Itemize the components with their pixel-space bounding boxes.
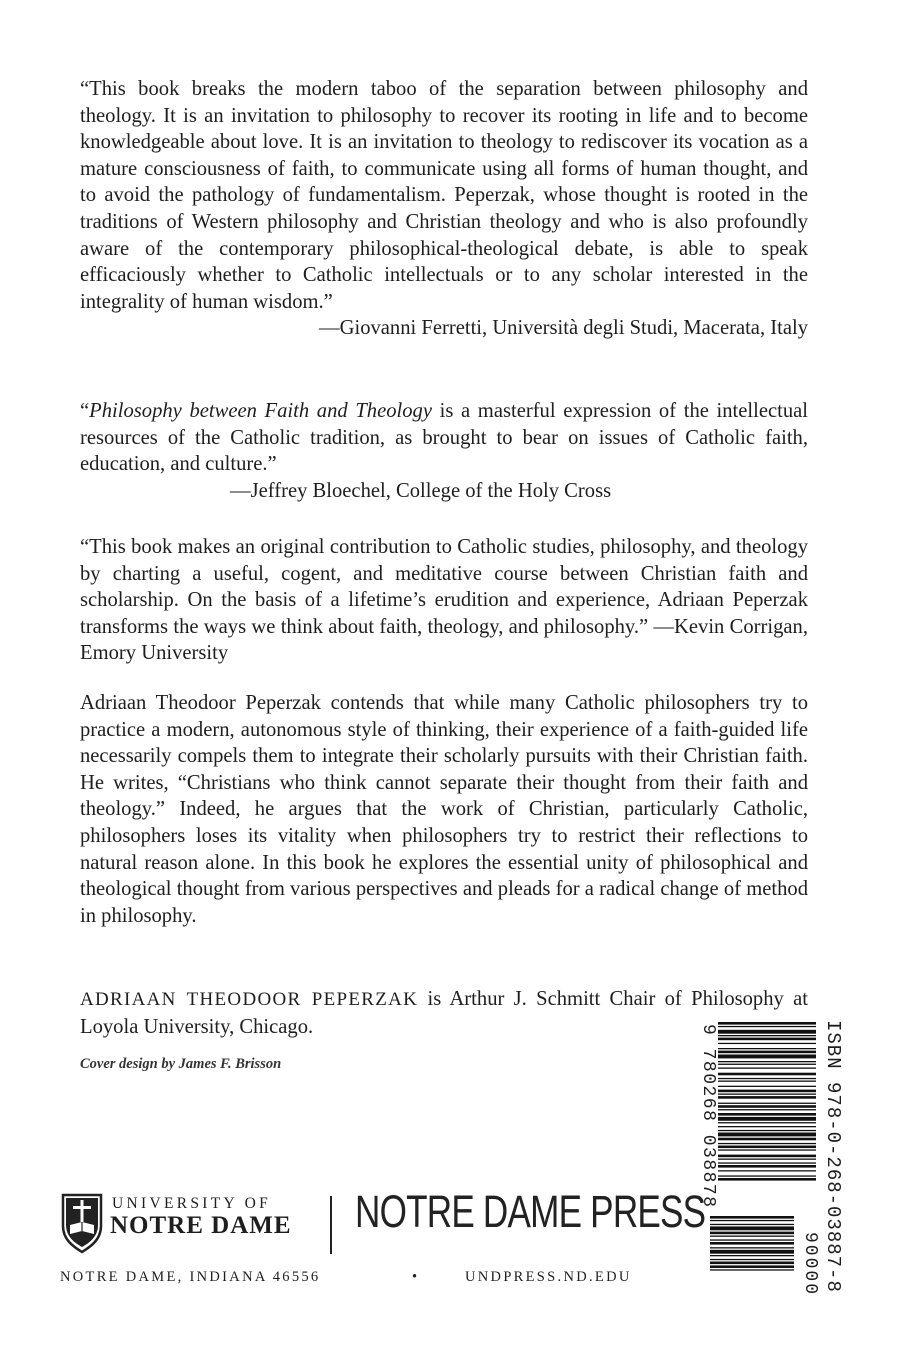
barcode-bar	[718, 1159, 816, 1160]
description-text: Adriaan Theodoor Peperzak contends that while many Catholic philosophers try to practice a modern, autonomous style of thinking, their experience of a faith-guided life necessarily compels them to integrate their scholarly pursuits with their Christian faith. He writes, “Christians who think cannot separate their thought from their faith and theology.” Indeed, he argues that the work of Christian, particularly Catholic, philosophers loses its vitality when philosophers try to restrict their reflections to natural reason alone. In this book he explores the essential unity of philosophical and theological thought from various perspectives and pleads for a radical change of method in philosophy.	[80, 692, 808, 927]
bio-body: is Arthur J. Schmitt Chair of Philosophy at Loyola University, Chicago.	[80, 988, 809, 1038]
barcode-bar	[718, 1096, 816, 1099]
barcode-bar	[718, 1061, 816, 1062]
barcode-bar	[718, 1133, 816, 1137]
university-of-label: UNIVERSITY OF	[112, 1195, 272, 1212]
barcode-addon-bar	[710, 1239, 794, 1240]
barcode-bar	[718, 1109, 816, 1110]
publisher-url[interactable]: UNDPRESS.ND.EDU	[465, 1269, 632, 1285]
barcode-bar	[718, 1026, 816, 1027]
barcode-addon-bar	[710, 1220, 794, 1221]
quote-attribution: —Jeffrey Bloechel, College of the Holy Cross	[230, 479, 612, 502]
author-name: ADRIAAN THEODOOR PEPERZAK	[80, 989, 419, 1010]
barcode-addon-bar	[710, 1259, 794, 1260]
publisher-logo	[60, 1186, 706, 1262]
barcode-addon-bar	[710, 1226, 794, 1230]
shield-icon	[60, 1192, 104, 1254]
barcode-addon-bar	[710, 1232, 794, 1235]
barcode-bar	[718, 1030, 816, 1034]
barcode-addon-bar	[710, 1255, 794, 1256]
quote-corrigan	[80, 534, 808, 667]
barcode-addon-bar	[710, 1236, 794, 1237]
barcode-bar	[718, 1122, 816, 1123]
barcode-addon-bar	[710, 1242, 794, 1245]
quote-ferretti	[80, 76, 808, 342]
quote-text: “This book breaks the modern taboo of the separation between philosophy and theology. It is an invitation to philosophy to recover its rooting in life and to become knowledgeable about love. It is an invitation to theology to rediscover its vocation as a mature consciousness of faith, to communicate using all forms of human thought, and to avoid the pathology of fundamentalism. Peperzak, whose thought is rooted in the traditions of Western philosophy and Christian theology and who is also profoundly aware of the contemporary philosophical-theological debate, is able to speak efficaciously whether to Catholic intellectuals or to any scholar interested in the integrality of human wisdom.”	[80, 78, 808, 313]
barcode-addon-bar	[710, 1250, 794, 1254]
quote-attribution: —Giovanni Ferretti, Università degli Studi, Macerata, Italy	[319, 317, 808, 340]
cover-credit: Cover design by James F. Brisson	[80, 1056, 282, 1072]
barcode-addon-bar	[710, 1224, 794, 1225]
book-description	[80, 690, 808, 929]
barcode-bar	[718, 1126, 816, 1127]
barcode-bar	[718, 1078, 816, 1079]
barcode-bar	[718, 1130, 816, 1131]
barcode-addon-bar	[710, 1269, 794, 1270]
barcode-bar	[718, 1165, 816, 1168]
quote-text	[80, 398, 808, 478]
open-quote: “	[80, 400, 90, 422]
footer-separator: •	[412, 1269, 420, 1285]
book-title: Philosophy between Faith and Theology	[89, 400, 432, 422]
barcode-bar	[718, 1162, 816, 1163]
barcode-bar	[718, 1094, 816, 1095]
barcode-bar	[718, 1113, 816, 1116]
barcode-bar	[718, 1105, 816, 1108]
barcode-bar	[718, 1146, 816, 1149]
quote-text: “This book makes an original contribution to Catholic studies, philosophy, and theology by charting a useful, cogent, and meditative course between Christian faith and scholarship. On the basis of a lifetime’s erudition and experience, Adriaan Peperzak transforms the ways we think about faith, theology, and philosophy.” —Kevin Corrigan, Emory University	[80, 536, 808, 665]
barcode-bar	[718, 1138, 816, 1141]
notre-dame-label: NOTRE DAME	[110, 1212, 292, 1239]
barcode-digits: 9 780268 038878	[698, 1024, 718, 1209]
barcode-bar	[718, 1064, 816, 1065]
barcode-addon-bar	[710, 1262, 794, 1265]
barcode-bar	[718, 1081, 816, 1082]
barcode-bar	[718, 1038, 816, 1041]
press-name: NOTRE DAME PRESS	[355, 1186, 706, 1237]
barcode-bar	[718, 1051, 816, 1054]
barcode-bar	[718, 1155, 816, 1158]
barcode-bar	[718, 1035, 816, 1036]
barcode-bar	[718, 1043, 816, 1044]
barcode-addon-digits: 90000	[800, 1232, 820, 1297]
barcode-bar	[718, 1068, 816, 1069]
barcode-bar	[718, 1175, 816, 1176]
barcode-addon-bar	[710, 1216, 794, 1219]
barcode-bar	[718, 1086, 816, 1087]
barcode-bar	[718, 1178, 816, 1181]
logo-divider	[330, 1196, 332, 1254]
barcode-bar	[718, 1149, 816, 1150]
barcode-bar	[718, 1022, 816, 1025]
barcode-bar	[718, 1117, 816, 1121]
barcode-addon-bar	[710, 1247, 794, 1248]
barcode-bar	[718, 1090, 816, 1093]
publisher-address: NOTRE DAME, INDIANA 46556	[60, 1269, 321, 1285]
barcode-bar	[718, 1048, 816, 1049]
barcode-bar	[718, 1143, 816, 1144]
barcode-addon-bar	[710, 1265, 794, 1268]
quote-bloechel	[80, 398, 808, 504]
barcode-bar	[718, 1170, 816, 1171]
barcode-bar	[718, 1103, 816, 1104]
isbn-label: ISBN 978-0-268-03887-8	[822, 1020, 844, 1293]
barcode-bar	[718, 1055, 816, 1059]
barcode-bar	[718, 1073, 816, 1076]
quote-body: is a masterful expression of the intellectual resources of the Catholic tradition, as brought to bear on issues of Catholic faith, education, and culture.”	[80, 400, 809, 476]
